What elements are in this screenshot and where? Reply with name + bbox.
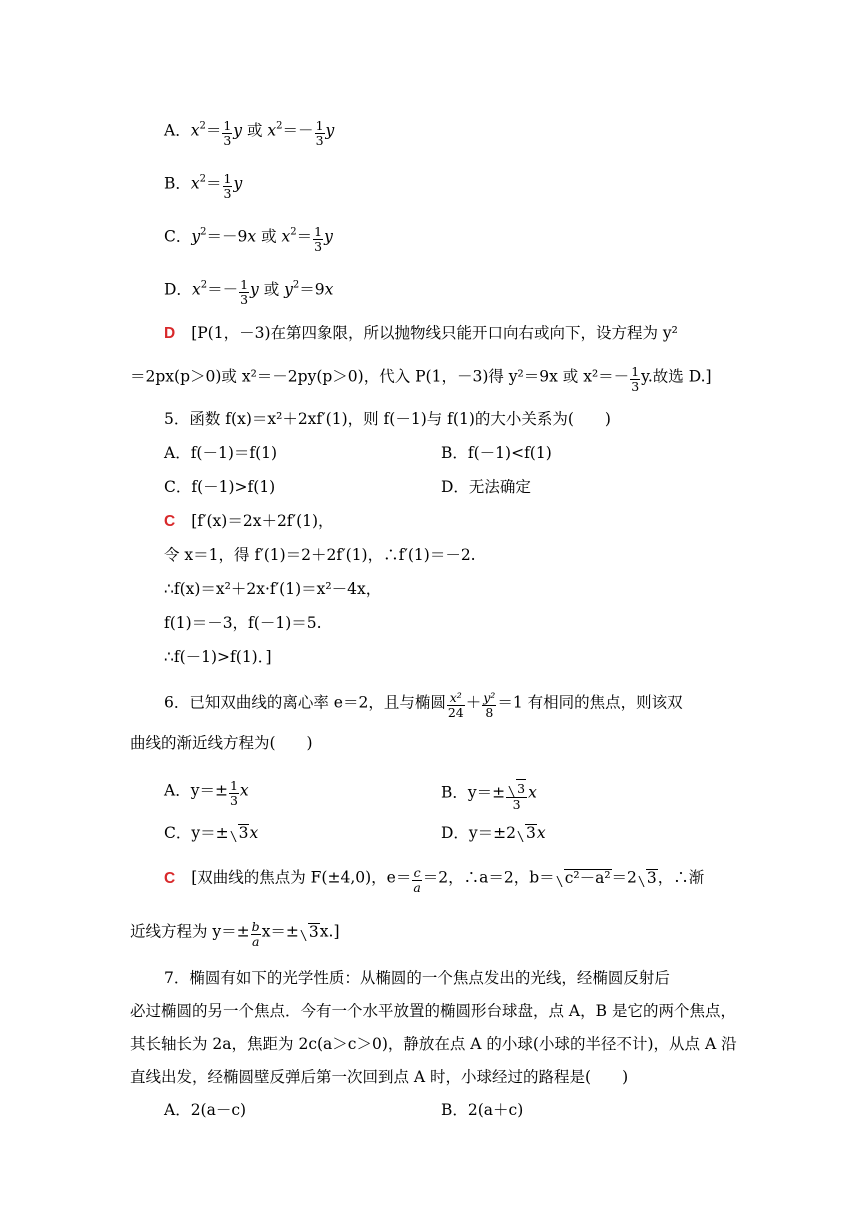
q5-option-a: A．f(－1)＝f(1) — [164, 444, 278, 462]
sqrt-sign: 3 — [526, 824, 536, 842]
fraction: $\frac{1}{3}$ — [314, 224, 323, 254]
fraction: $\frac{b}{a}$ — [251, 919, 260, 949]
q5-option-d: D．无法确定 — [441, 478, 531, 496]
fraction: $\frac{c}{a}$ — [413, 865, 421, 895]
q7-stem-line-2: 必过椭圆的另一个焦点．今有一个水平放置的椭圆形台球盘，点 A，B 是它的两个焦点， — [130, 1002, 736, 1020]
q7-stem-line-4: 直线出发，经椭圆壁反弹后第一次回到点 A 时，小球经过的路程是( ) — [130, 1068, 629, 1086]
fraction: $\frac{1}{3}$ — [223, 171, 232, 201]
q6-solution-line-1: C [双曲线的焦点为 F(±4,0)，e＝ $\frac{c}{a}$ ＝2，∴a＝2，b＝ c²－a²＝2 3，∴渐 — [164, 865, 705, 895]
sqrt-sign: 3 — [308, 922, 319, 941]
fraction: $\frac{1}{3}$ — [631, 364, 640, 394]
sqrt-sign: c²－a² — [564, 868, 611, 887]
q5-stem: 5．函数 f(x)＝x²＋2xf′(1)，则 f(－1)与 f(1)的大小关系为( ) — [164, 410, 611, 428]
fraction: $\frac{1}{3}$ — [229, 778, 238, 808]
fraction: $\frac{1}{3}$ — [315, 118, 324, 148]
q6-option-a: A．y＝± $\frac{1}{3}$ x — [164, 778, 249, 808]
q6-option-b: B．y＝± $\frac{3}{3}$ x — [441, 781, 537, 812]
q7-option-a: A．2(a－c) — [164, 1101, 247, 1119]
q5-solution-line-3: ∴f(x)＝x²＋2x·f′(1)＝x²－4x， — [164, 580, 382, 598]
q5-solution-line-1: C [f′(x)＝2x＋2f′(1)， — [164, 512, 334, 530]
q4-option-d: D．$x^2=-$ $\frac{1}{3}$ y 或 $y^2=9x$ — [164, 277, 334, 307]
fraction: $\frac{3}{3}$ — [506, 779, 527, 812]
sqrt-sign: 3 — [517, 781, 526, 796]
q6-option-c: C．y＝± 3x — [164, 824, 259, 842]
q5-solution-line-2: 令 x＝1，得 f′(1)＝2＋2f′(1)，∴f′(1)＝－2. — [164, 546, 476, 564]
q7-stem-line-3: 其长轴长为 2a，焦距为 2c(a＞c＞0)，静放在点 A 的小球(小球的半径不计)，从点 A 沿 — [130, 1035, 737, 1053]
answer-letter: D — [164, 325, 176, 342]
q5-option-b: B．f(－1)<f(1) — [441, 444, 552, 462]
q5-solution-line-5: ∴f(－1)>f(1)．] — [164, 648, 272, 666]
answer-letter: C — [164, 869, 176, 887]
q5-solution-line-4: f(1)＝－3，f(－1)＝5. — [164, 614, 322, 632]
fraction: $\frac{1}{3}$ — [240, 277, 249, 307]
q4-option-a: A．$x^2=$ $\frac{1}{3}$ y 或 $x^2=-$ $\frac{1}{3}$ y — [164, 118, 335, 148]
fraction: $\frac{\text{y²}}{8}$ — [483, 690, 496, 720]
fraction: $\frac{1}{3}$ — [223, 118, 232, 148]
q6-option-d: D．y＝±2 3x — [441, 824, 546, 842]
fraction: $\frac{\text{x²}}{24}$ — [447, 690, 464, 720]
q7-stem-line-1: 7．椭圆有如下的光学性质：从椭圆的一个焦点发出的光线，经椭圆反射后 — [164, 969, 670, 987]
q7-option-b: B．2(a＋c) — [441, 1101, 524, 1119]
answer-letter: C — [164, 513, 176, 530]
q4-option-b: B．$x^2=$ $\frac{1}{3}$ y — [164, 171, 243, 201]
q5-option-c: C．f(－1)>f(1) — [164, 478, 276, 496]
q4-option-c: C．$y^2=-9x$ 或 $x^2=$ $\frac{1}{3}$ y — [164, 224, 333, 254]
q6-stem-line-2: 曲线的渐近线方程为( ) — [130, 734, 313, 752]
q4-answer-line-1: D [P(1，－3)在第四象限，所以抛物线只能开口向右或向下，设方程为 y² — [164, 324, 678, 342]
sqrt-sign: 3 — [238, 824, 249, 842]
q6-stem-line-1: 6．已知双曲线的离心率 e＝2，且与椭圆 $\frac{\text{x²}}{24}$ ＋ $\frac{\text{y²}}{8}$ ＝1 有相同的焦点，则该双 — [164, 690, 683, 720]
sqrt-sign: 3 — [646, 868, 657, 887]
q4-answer-line-2: ＝2px(p＞0)或 x²＝－2py(p＞0)，代入 P(1，－3)得 y²＝9x 或 x²＝－ $\frac{1}{3}$ y.故选 D.] — [130, 364, 712, 394]
q6-solution-line-2: 近线方程为 y＝± $\frac{b}{a}$ x＝± 3x.] — [130, 919, 340, 949]
